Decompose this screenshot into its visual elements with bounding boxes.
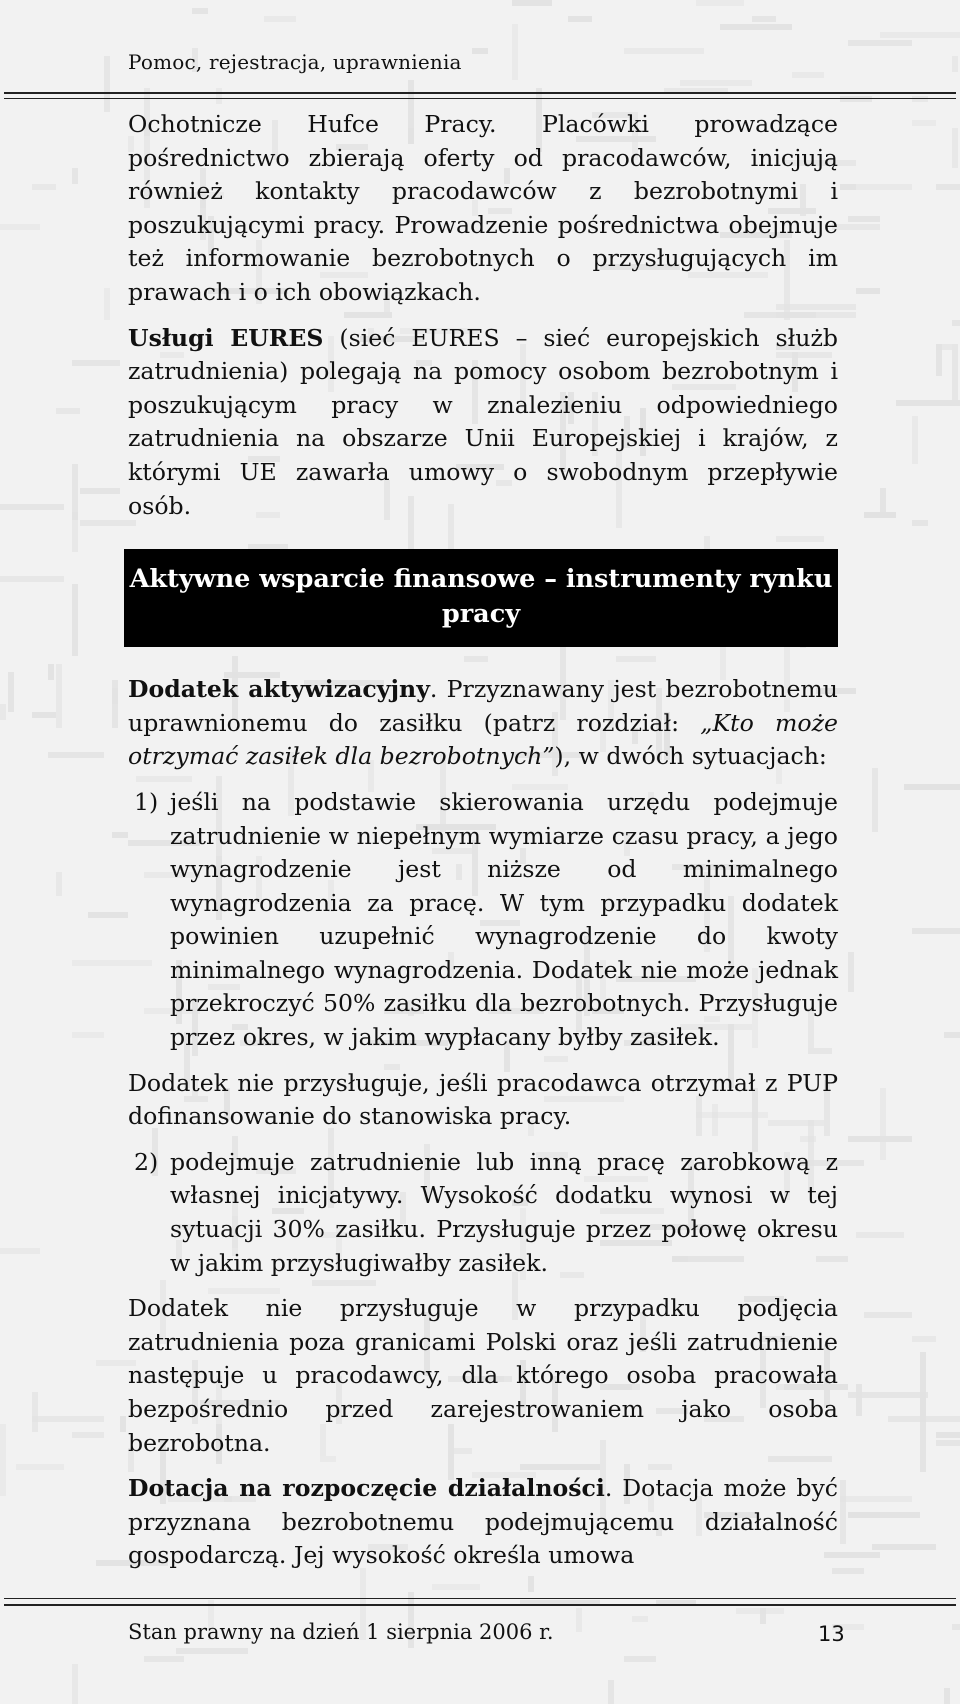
header-rule — [4, 92, 956, 94]
list-item — [128, 1146, 838, 1280]
main-content — [128, 108, 838, 1585]
paragraph-exception-1: Dodatek nie przysługuje, jeśli pracodawca otrzymał z PUP dofinansowanie do stanowiska pracy. — [128, 1068, 838, 1131]
list-item-number: 1) — [134, 787, 159, 816]
dodatek-text-1: . Przyznawany jest bezrobotnemu uprawnionemu do zasiłku (patrz rozdział: — [128, 675, 838, 737]
footer-rule — [4, 1604, 956, 1606]
list-item-text: jeśli na podstawie skierowania urzędu podejmuje zatrudnienie w niepełnym wymiarze czasu pracy, a jego wynagrodzenie jest niższe od minimalnego wynagrodzenia za pracę. W tym przypadku dodatek powinien uzupełnić wynagrodzenie do kwoty minimalnego wynagrodzenia. Dodatek nie może jednak przekroczyć 50% zasiłku dla bezrobotnych. Przysługuje przez okres, w jakim wypłacany byłby zasiłek. — [170, 787, 838, 1052]
situation-list-2 — [128, 1146, 838, 1280]
footer-legal-state: Stan prawny na dzień 1 sierpnia 2006 r. — [128, 1620, 554, 1644]
section-banner: Aktywne wsparcie finansowe – instrumenty rynku pracy — [124, 549, 838, 647]
header-rule-thin — [4, 98, 956, 99]
page-number: 13 — [818, 1622, 845, 1646]
list-item — [128, 786, 838, 1055]
list-item-number: 2) — [134, 1147, 159, 1176]
term-dotacja: Dotacja na rozpoczęcie działalności — [128, 1474, 605, 1503]
term-dodatek: Dodatek aktywizacyjny — [128, 675, 430, 704]
situation-list-1 — [128, 786, 838, 1055]
paragraph-dodatek — [128, 673, 838, 774]
paragraph-dotacja — [128, 1472, 838, 1573]
paragraph-pośrednictwo: Ochotnicze Hufce Pracy. Placówki prowadzące pośrednictwo zbierają oferty od pracodawców, inicjują również kontakty pracodawców z bezrobotnymi i poszukującymi pracy. Prowadzenie pośrednictwa obejmuje też informowanie bezrobotnych o przysługujących im prawach i o ich obowiązkach. — [128, 110, 838, 306]
chapter-reference: „Kto może otrzymać zasiłek dla bezrobotnych” — [128, 708, 838, 771]
paragraph-exception-2: Dodatek nie przysługuje w przypadku podjęcia zatrudnienia poza granicami Polski oraz jeśli zatrudnienie następuje u pracodawcy, dla którego osoba pracowała bezpośrednio przed zarejestrowaniem jako osoba bezrobotna. — [128, 1294, 838, 1457]
paragraph-eures — [128, 322, 838, 524]
running-head: Pomoc, rejestracja, uprawnienia — [128, 50, 462, 74]
term-eures: Usługi EURES — [128, 323, 324, 352]
dodatek-text-2: ), w dwóch sytuacjach: — [554, 742, 827, 771]
footer-rule-thin — [4, 1598, 956, 1599]
eures-description: (sieć EURES – sieć europejskich służb zatrudnienia) polegają na pomocy osobom bezrobotnym i poszukującym pracy w znalezieniu odpowiedniego zatrudnienia na obszarze Unii Europejskiej i krajów, z którymi UE zawarła umowy o swobodnym przepływie osób. — [128, 323, 838, 520]
dotacja-text: . Dotacja może być przyznana bezrobotnemu podejmującemu działalność gospodarczą. Jej wysokość określa umowa — [128, 1474, 838, 1570]
list-item-text: podejmuje zatrudnienie lub inną pracę zarobkową z własnej inicjatywy. Wysokość dodatku wynosi w tej sytuacji 30% zasiłku. Przysługuje przez połowę okresu w jakim przysługiwałby zasiłek. — [170, 1147, 838, 1277]
